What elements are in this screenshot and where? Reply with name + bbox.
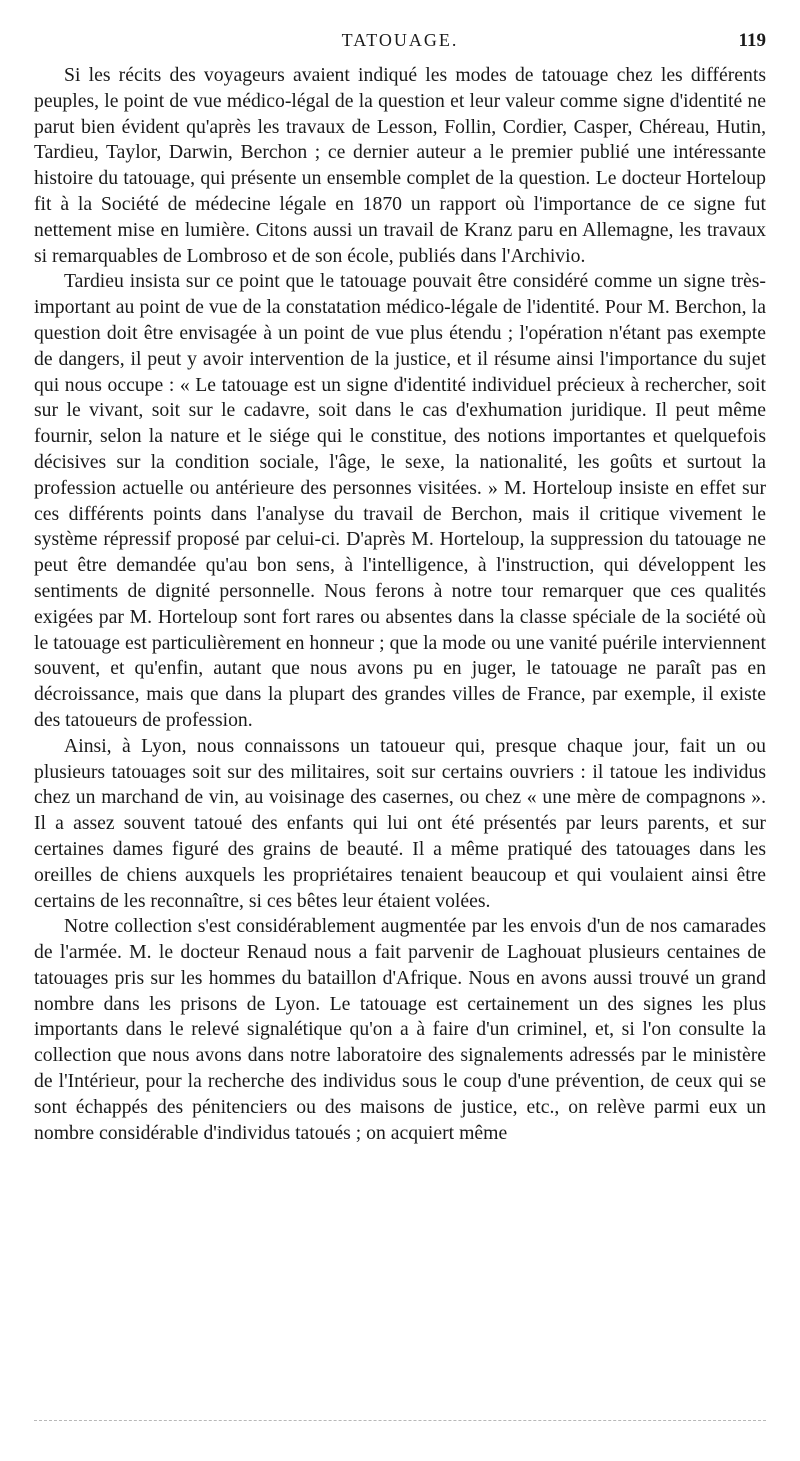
page-number: 119 [738,30,766,51]
body-text [34,63,766,1146]
running-head [30,30,770,56]
paragraph-2: Tardieu insista sur ce point que le tatouage pouvait être considéré comme un signe très-important au point de vue de la constatation médico-légale de l'identité. Pour M. Berchon, la question doit être envisagée à un point de vue plus étendu ; l'opération n'étant pas exempte de dangers, il peut y avoir intervention de la justice, et il résume ainsi l'importance du sujet qui nous occupe : « Le tatouage est un signe d'identité individuel précieux à rechercher, soit sur le vivant, soit sur le cadavre, soit dans le cas d'exhumation juridique. Il peut même fournir, selon la nature et le siége qui le constitue, des notions importantes et quelquefois décisives sur la condition sociale, l'âge, le sexe, la nationalité, les goûts et surtout la profession actuelle ou antérieure des personnes visitées. » M. Horteloup insiste en effet sur ces différents points dans l'analyse du travail de Berchon, mais il critique vivement le système répressif proposé par celui-ci. D'après M. Horteloup, la suppression du tatouage ne peut être demandée qu'au bon sens, à l'intelligence, à l'instruction, qui développent les sentiments de dignité personnelle. Nous ferons à notre tour remarquer que ces qualités exigées par M. Horteloup sont fort rares ou absentes dans la classe spéciale de la société où le tatouage est particulièrement en honneur ; que la mode ou une vanité puérile interviennent souvent, et qu'enfin, autant que nous avons pu en juger, le tatouage ne paraît pas en décroissance, mais que dans la plupart des grandes villes de France, par exemple, il existe des tatoueurs de profession. [34,270,766,731]
running-title: TATOUAGE. [341,30,459,50]
scan-noise-line [34,1420,766,1422]
paragraph-1: Si les récits des voyageurs avaient indiqué les modes de tatouage chez les différents peuples, le point de vue médico-légal de la question et leur valeur comme signe d'identité ne parut bien évident qu'après les travaux de Lesson, Follin, Cordier, Casper, Chéreau, Hutin, Tardieu, Taylor, Darwin, Berchon ; ce dernier auteur a le premier publié une intéressante histoire du tatouage, qui présente un ensemble complet de la question. Le docteur Horteloup fit à la Société de médecine légale en 1870 un rapport où l'importance de ce signe fut nettement mise en lumière. Citons aussi un travail de Kranz paru en Allemagne, les travaux si remarquables de Lombroso et de son école, publiés dans l'Archivio. [34,64,766,267]
paragraph-4: Notre collection s'est considérablement augmentée par les envois d'un de nos camarades de l'armée. M. le docteur Renaud nous a fait parvenir de Laghouat plusieurs centaines de tatouages pris sur les hommes du bataillon d'Afrique. Nous en avons aussi trouvé un grand nombre dans les prisons de Lyon. Le tatouage est certainement un des signes les plus importants dans le relevé signalétique qu'on a à faire d'un criminel, et, si l'on consulte la collection que nous avons dans notre laboratoire des signalements adressés par le ministère de l'Intérieur, pour la recherche des individus sous le coup d'une prévention, de ceux qui se sont échappés des pénitenciers ou des maisons de justice, etc., on relève parmi eux un nombre considérable d'individus tatoués ; on acquiert même [34,915,766,1144]
paragraph-3: Ainsi, à Lyon, nous connaissons un tatoueur qui, presque chaque jour, fait un ou plusieurs tatouages soit sur des militaires, soit sur certains ouvriers : il tatoue les individus chez un marchand de vin, au voisinage des casernes, ou chez « une mère de compagnons ». Il a assez souvent tatoué des enfants qui lui ont été présentés par leurs parents, et sur certaines dames figuré des grains de beauté. Il a même pratiqué des tatouages dans les oreilles de chiens auxquels les propriétaires tenaient beaucoup et qui voulaient ainsi être certains de les reconnaître, si ces bêtes leur étaient volées. [34,734,766,912]
